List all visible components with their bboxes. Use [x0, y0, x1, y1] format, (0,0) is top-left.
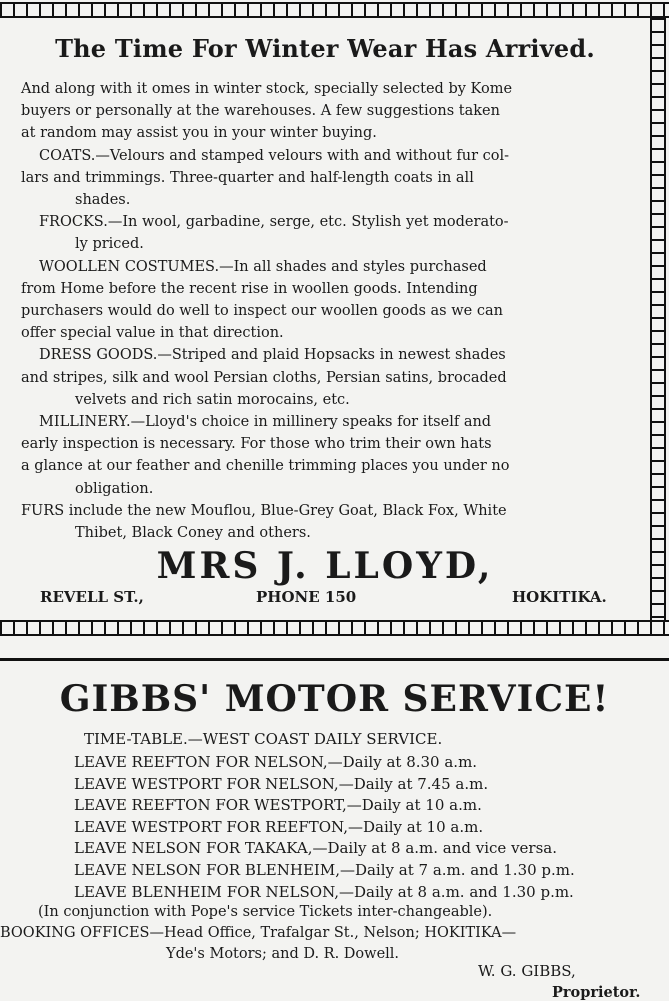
decorative-border-top [0, 2, 669, 18]
timetable-heading: TIME-TABLE.—WEST COAST DAILY SERVICE. [84, 730, 443, 748]
dress-goods-line: and stripes, silk and wool Persian cloths, Persian satins, brocaded [21, 369, 507, 386]
booking-offices: BOOKING OFFICES—Head Office, Trafalgar St., Nelson; HOKITIKA— [0, 925, 517, 941]
frocks-line: ly priced. [75, 236, 144, 253]
lloyd-signature: MRS J. LLOYD, [156, 545, 494, 587]
schedule-list [74, 752, 575, 903]
booking-info [0, 902, 669, 965]
costumes-line: WOOLLEN COSTUMES.—In all shades and styles purchased [39, 258, 487, 275]
coats-line: shades. [75, 192, 131, 209]
schedule-row: LEAVE WESTPORT FOR REEFTON,—Daily at 10 a.m. [74, 817, 484, 836]
intro-line: at random may assist you in your winter buying. [21, 125, 377, 142]
furs-line: Thibet, Black Coney and others. [75, 525, 311, 542]
millinery-line: MILLINERY.—Lloyd's choice in millinery speaks for itself and [39, 414, 492, 431]
frocks-line: FROCKS.—In wool, garbadine, serge, etc. Stylish yet moderato- [39, 214, 509, 231]
proprietor-title: Proprietor. [552, 984, 641, 1001]
conjunction-note: (In conjunction with Pope's service Tickets inter-changeable). [38, 904, 493, 920]
column-divider [0, 658, 669, 661]
coats-line: COATS.—Velours and stamped velours with and without fur col- [39, 147, 510, 164]
schedule-row: LEAVE WESTPORT FOR NELSON,—Daily at 7.45 a.m. [74, 774, 489, 793]
proprietor-name: W. G. GIBBS, [478, 962, 576, 980]
winter-ad-body [21, 78, 633, 544]
costumes-line: from Home before the recent rise in woollen goods. Intending [21, 280, 478, 297]
millinery-line: obligation. [75, 480, 154, 497]
schedule-row: LEAVE NELSON FOR BLENHEIM,—Daily at 7 a.m. and 1.30 p.m. [74, 860, 575, 879]
costumes-line: purchasers would do well to inspect our woollen goods as we can [21, 303, 503, 320]
decorative-border-bottom [0, 620, 669, 636]
decorative-border-right [650, 18, 666, 620]
town-name: HOKITIKA. [512, 588, 607, 606]
phone-number: PHONE 150 [256, 588, 357, 606]
costumes-line: offer special value in that direction. [21, 325, 284, 342]
intro-line: buyers or personally at the warehouses. A few suggestions taken [21, 103, 500, 120]
schedule-row: LEAVE REEFTON FOR WESTPORT,—Daily at 10 a.m. [74, 796, 482, 815]
furs-line: FURS include the new Mouflou, Blue-Grey Goat, Black Fox, White [21, 502, 507, 519]
millinery-line: a glance at our feather and chenille trimming places you under no [21, 458, 510, 475]
dress-goods-line: velvets and rich satin morocains, etc. [75, 391, 350, 408]
winter-ad-title: The Time For Winter Wear Has Arrived. [55, 34, 595, 63]
booking-offices-cont: Yde's Motors; and D. R. Dowell. [166, 946, 400, 962]
street-address: REVELL ST., [40, 588, 144, 606]
dress-goods-line: DRESS GOODS.—Striped and plaid Hopsacks in newest shades [39, 347, 506, 364]
schedule-row: LEAVE BLENHEIM FOR NELSON,—Daily at 8 a.m. and 1.30 p.m. [74, 882, 574, 901]
millinery-line: early inspection is necessary. For those who trim their own hats [21, 436, 492, 453]
intro-line: And along with it omes in winter stock, specially selected by Kome [21, 81, 513, 97]
schedule-row: LEAVE NELSON FOR TAKAKA,—Daily at 8 a.m. and vice versa. [74, 839, 558, 858]
motor-ad-title: GIBBS' MOTOR SERVICE! [59, 678, 610, 720]
coats-line: lars and trimmings. Three-quarter and half-length coats in all [21, 169, 474, 186]
schedule-row: LEAVE REEFTON FOR NELSON,—Daily at 8.30 a.m. [74, 753, 478, 771]
